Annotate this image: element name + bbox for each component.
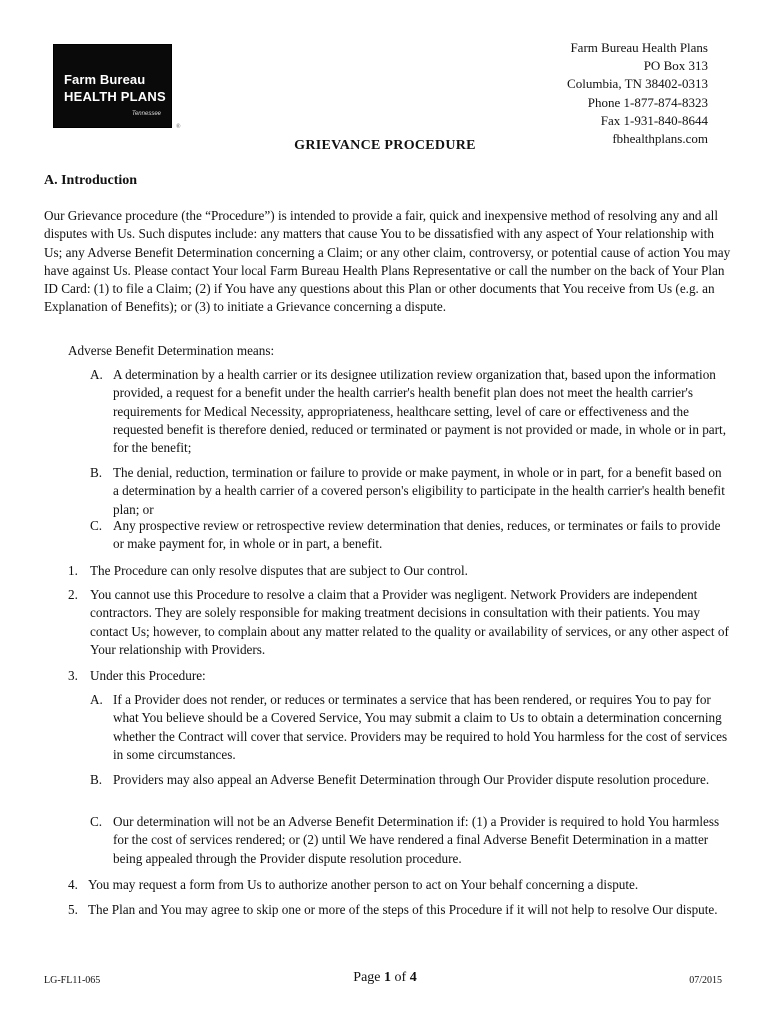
procedure-item-a — [90, 691, 730, 764]
list-item-text: If a Provider does not render, or reduces or terminates a service that has been rendered, or requires You to pay for what You believe should be a Covered Service, You may submit a claim to Us to obtain a determination concerning whether the Contract will cover that service. Providers may be required to hold You harmless for the cost of services in some circumstances. — [113, 692, 728, 762]
list-item-text: Our determination will not be an Adverse Benefit Determination if: (1) a Provider is required to hold You harmless for the cost of services rendered; or (2) until We have rendered a final Adverse Benefit Determination in a matter being appealed through the Provider dispute resolution procedure. — [113, 814, 720, 866]
numbered-item-2 — [68, 586, 730, 659]
list-item-text: Providers may also appeal an Adverse Benefit Determination through Our Provider dispute resolution procedure. — [113, 772, 710, 787]
address-city: Columbia, TN 38402-0313 — [567, 76, 708, 92]
list-item-text: The Plan and You may agree to skip one or more of the steps of this Procedure if it will not help to resolve Our dispute. — [88, 902, 718, 917]
address-block — [567, 39, 708, 148]
list-item-text: Under this Procedure: — [90, 668, 206, 683]
procedure-item-c — [90, 813, 730, 868]
form-code: LG-FL11-065 — [44, 975, 101, 986]
section-a-heading: A. Introduction — [44, 173, 138, 188]
list-item-text: You may request a form from Us to authorize another person to act on Your behalf concerning a dispute. — [88, 877, 639, 892]
address-org: Farm Bureau Health Plans — [570, 40, 708, 55]
address-phone: Phone 1-877-874-8323 — [587, 94, 708, 110]
list-marker: A. — [90, 367, 103, 382]
list-marker: 4. — [68, 877, 78, 892]
numbered-item-3 — [68, 667, 730, 685]
revision-date: 07/2015 — [689, 975, 722, 986]
list-marker: C. — [90, 814, 103, 829]
document-title: GRIEVANCE PROCEDURE — [294, 138, 476, 153]
list-marker: 5. — [68, 902, 78, 917]
numbered-item-4 — [68, 876, 730, 894]
logo-line-3: Tennessee — [131, 111, 161, 117]
logo-line-1: Farm Bureau — [64, 72, 146, 87]
adverse-item-b — [90, 464, 730, 519]
numbered-item-5 — [68, 901, 730, 919]
page-word: Page — [353, 970, 381, 985]
address-po-box: PO Box 313 — [643, 58, 708, 74]
list-item-text: You cannot use this Procedure to resolve a claim that a Provider was negligent. Network Providers are independent contractors. They are solely responsible for making treatment decisions in consultation with their patients. You may contact Us; however, to complain about any matter related to the quality or availability of services, or any other aspect of Your relationship with Providers. — [90, 587, 729, 657]
page-indicator — [0, 970, 770, 986]
list-item-text: The Procedure can only resolve disputes that are subject to Our control. — [90, 563, 468, 578]
list-marker: B. — [90, 772, 103, 787]
procedure-item-b — [90, 771, 730, 789]
numbered-item-1 — [68, 562, 730, 580]
registered-mark: ® — [176, 124, 181, 130]
address-website: fbhealthplans.com — [612, 131, 708, 147]
list-marker: A. — [90, 692, 103, 707]
adverse-item-c — [90, 517, 730, 554]
of-word: of — [394, 970, 407, 985]
address-fax: Fax 1-931-840-8644 — [600, 112, 708, 128]
list-marker: 1. — [68, 563, 78, 578]
list-marker: B. — [90, 465, 103, 480]
list-marker: C. — [90, 518, 103, 533]
logo-line-2: HEALTH PLANS — [64, 89, 166, 104]
list-marker: 3. — [68, 668, 78, 683]
page-number: 1 — [384, 970, 392, 985]
adverse-definition-label: Adverse Benefit Determination means: — [68, 343, 275, 358]
list-item-text: A determination by a health carrier or its designee utilization review organization that, based upon the information provided, a request for a benefit under the health carrier's health benefit plan does not meet the health carrier's requirements for Medical Necessity, appropriateness, healthcare setting, level of care or effectiveness and the requested benefit is therefore denied, reduced or terminated or payment is not provided or made, in whole or in part, for the benefit; — [113, 367, 727, 456]
farm-bureau-logo — [53, 44, 172, 128]
list-item-text: Any prospective review or retrospective review determination that denies, reduces, or terminates or fails to provide or make payment for, in whole or in part, a benefit. — [113, 518, 721, 552]
list-marker: 2. — [68, 587, 78, 602]
adverse-item-a — [90, 366, 730, 457]
list-item-text: The denial, reduction, termination or failure to provide or make payment, in whole or in part, for a benefit based on a determination by a health carrier of a covered person's eligibility to participate in the health carrier's health benefit plan; or — [113, 465, 725, 517]
intro-paragraph: Our Grievance procedure (the “Procedure”) is intended to provide a fair, quick and inexpensive method of resolving any and all disputes with Us. Such disputes include: any matters that cause You to be dissatisfied with any aspect of Your relationship with Us; any Adverse Benefit Determination concerning a Claim; or any other claim, controversy, or potential cause of action You may have against Us. Please contact Your local Farm Bureau Health Plans Representative or call the number on the back of Your Plan ID Card: (1) to file a Claim; (2) if You have any questions about this Plan or other documents that You receive from Us (e.g. an Explanation of Benefits); or (3) to initiate a Grievance concerning a dispute. — [44, 208, 731, 315]
page-total: 4 — [409, 970, 417, 985]
